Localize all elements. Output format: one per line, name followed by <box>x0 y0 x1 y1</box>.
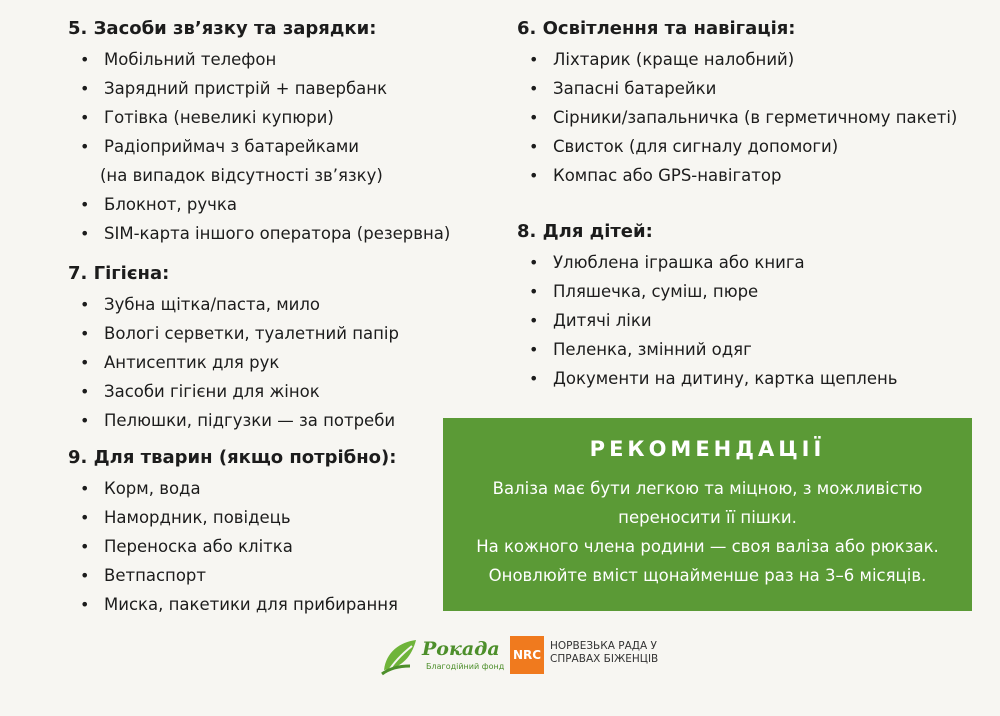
list-item: • Блокнот, ручка <box>68 190 450 219</box>
list-item: • Дитячі ліки <box>517 306 898 335</box>
section-hygiene <box>68 262 399 435</box>
list-item: • Готівка (невеликі купюри) <box>68 103 450 132</box>
list-item: • Ліхтарик (краще налобний) <box>517 45 957 74</box>
list-item: • Свисток (для сигналу допомоги) <box>517 132 957 161</box>
section-lighting-navigation <box>517 17 957 190</box>
list-item: • Намордник, повідець <box>68 503 398 532</box>
recommendations-box <box>443 418 972 611</box>
list-item: • Документи на дитину, картка щеплень <box>517 364 898 393</box>
nrc-name <box>550 640 690 666</box>
item-list <box>517 248 898 393</box>
rokada-logo-name: Рокада <box>422 638 500 660</box>
list-item: • Зубна щітка/паста, мило <box>68 290 399 319</box>
item-list <box>68 474 398 619</box>
list-item: • Вологі серветки, туалетний папір <box>68 319 399 348</box>
list-item: • Мобільний телефон <box>68 45 450 74</box>
item-list <box>68 290 399 435</box>
list-item-continuation: (на випадок відсутності зв’язку) <box>100 166 383 185</box>
recommendation-line: Оновлюйте вміст щонайменше раз на 3–6 місяців. <box>488 566 927 585</box>
section-animals <box>68 446 398 619</box>
recommendation-line: Валіза має бути легкою та міцною, з можливістю <box>492 479 923 498</box>
list-item: • Миска, пакетики для прибирання <box>68 590 398 619</box>
rokada-leaf-icon <box>380 636 420 676</box>
list-item: • Радіоприймач з батарейками <box>68 132 450 161</box>
list-item: • Ветпаспорт <box>68 561 398 590</box>
section-title: 7. Гігієна: <box>68 263 170 284</box>
rokada-logo-subtitle: Благодійний фонд <box>426 662 505 671</box>
section-title: 9. Для тварин (якщо потрібно): <box>68 447 397 468</box>
list-item: • Улюблена іграшка або книга <box>517 248 898 277</box>
list-item: • Пелюшки, підгузки — за потреби <box>68 406 399 435</box>
nrc-logo <box>510 636 544 674</box>
item-list <box>517 45 957 190</box>
list-item: • Переноска або клітка <box>68 532 398 561</box>
item-list <box>68 45 450 248</box>
partner-logos <box>380 634 680 684</box>
list-item: • Сірники/запальничка (в герметичному пакеті) <box>517 103 957 132</box>
section-title: 6. Освітлення та навігація: <box>517 18 796 39</box>
section-communication <box>68 17 450 248</box>
section-title: 5. Засоби зв’язку та зарядки: <box>68 18 377 39</box>
list-item: • Компас або GPS-навігатор <box>517 161 957 190</box>
recommendation-line: переносити її пішки. <box>618 508 797 527</box>
recommendation-line: На кожного члена родини — своя валіза або рюкзак. <box>476 537 939 556</box>
list-item: • Антисептик для рук <box>68 348 399 377</box>
nrc-name-line: НОРВЕЗЬКА РАДА У <box>550 640 657 652</box>
list-item: • Запасні батарейки <box>517 74 957 103</box>
list-item: • Пеленка, змінний одяг <box>517 335 898 364</box>
list-item: • Пляшечка, суміш, пюре <box>517 277 898 306</box>
list-item: • Зарядний пристрій + павербанк <box>68 74 450 103</box>
section-title: 8. Для дітей: <box>517 221 653 242</box>
list-item: • Корм, вода <box>68 474 398 503</box>
recommendations-title: РЕКОМЕНДАЦІЇ <box>589 437 826 461</box>
section-children <box>517 220 898 393</box>
nrc-abbr: NRC <box>512 648 542 662</box>
list-item: • Засоби гігієни для жінок <box>68 377 399 406</box>
list-item: • SIM-карта іншого оператора (резервна) <box>68 219 450 248</box>
nrc-name-line: СПРАВАХ БІЖЕНЦІВ <box>550 653 659 665</box>
